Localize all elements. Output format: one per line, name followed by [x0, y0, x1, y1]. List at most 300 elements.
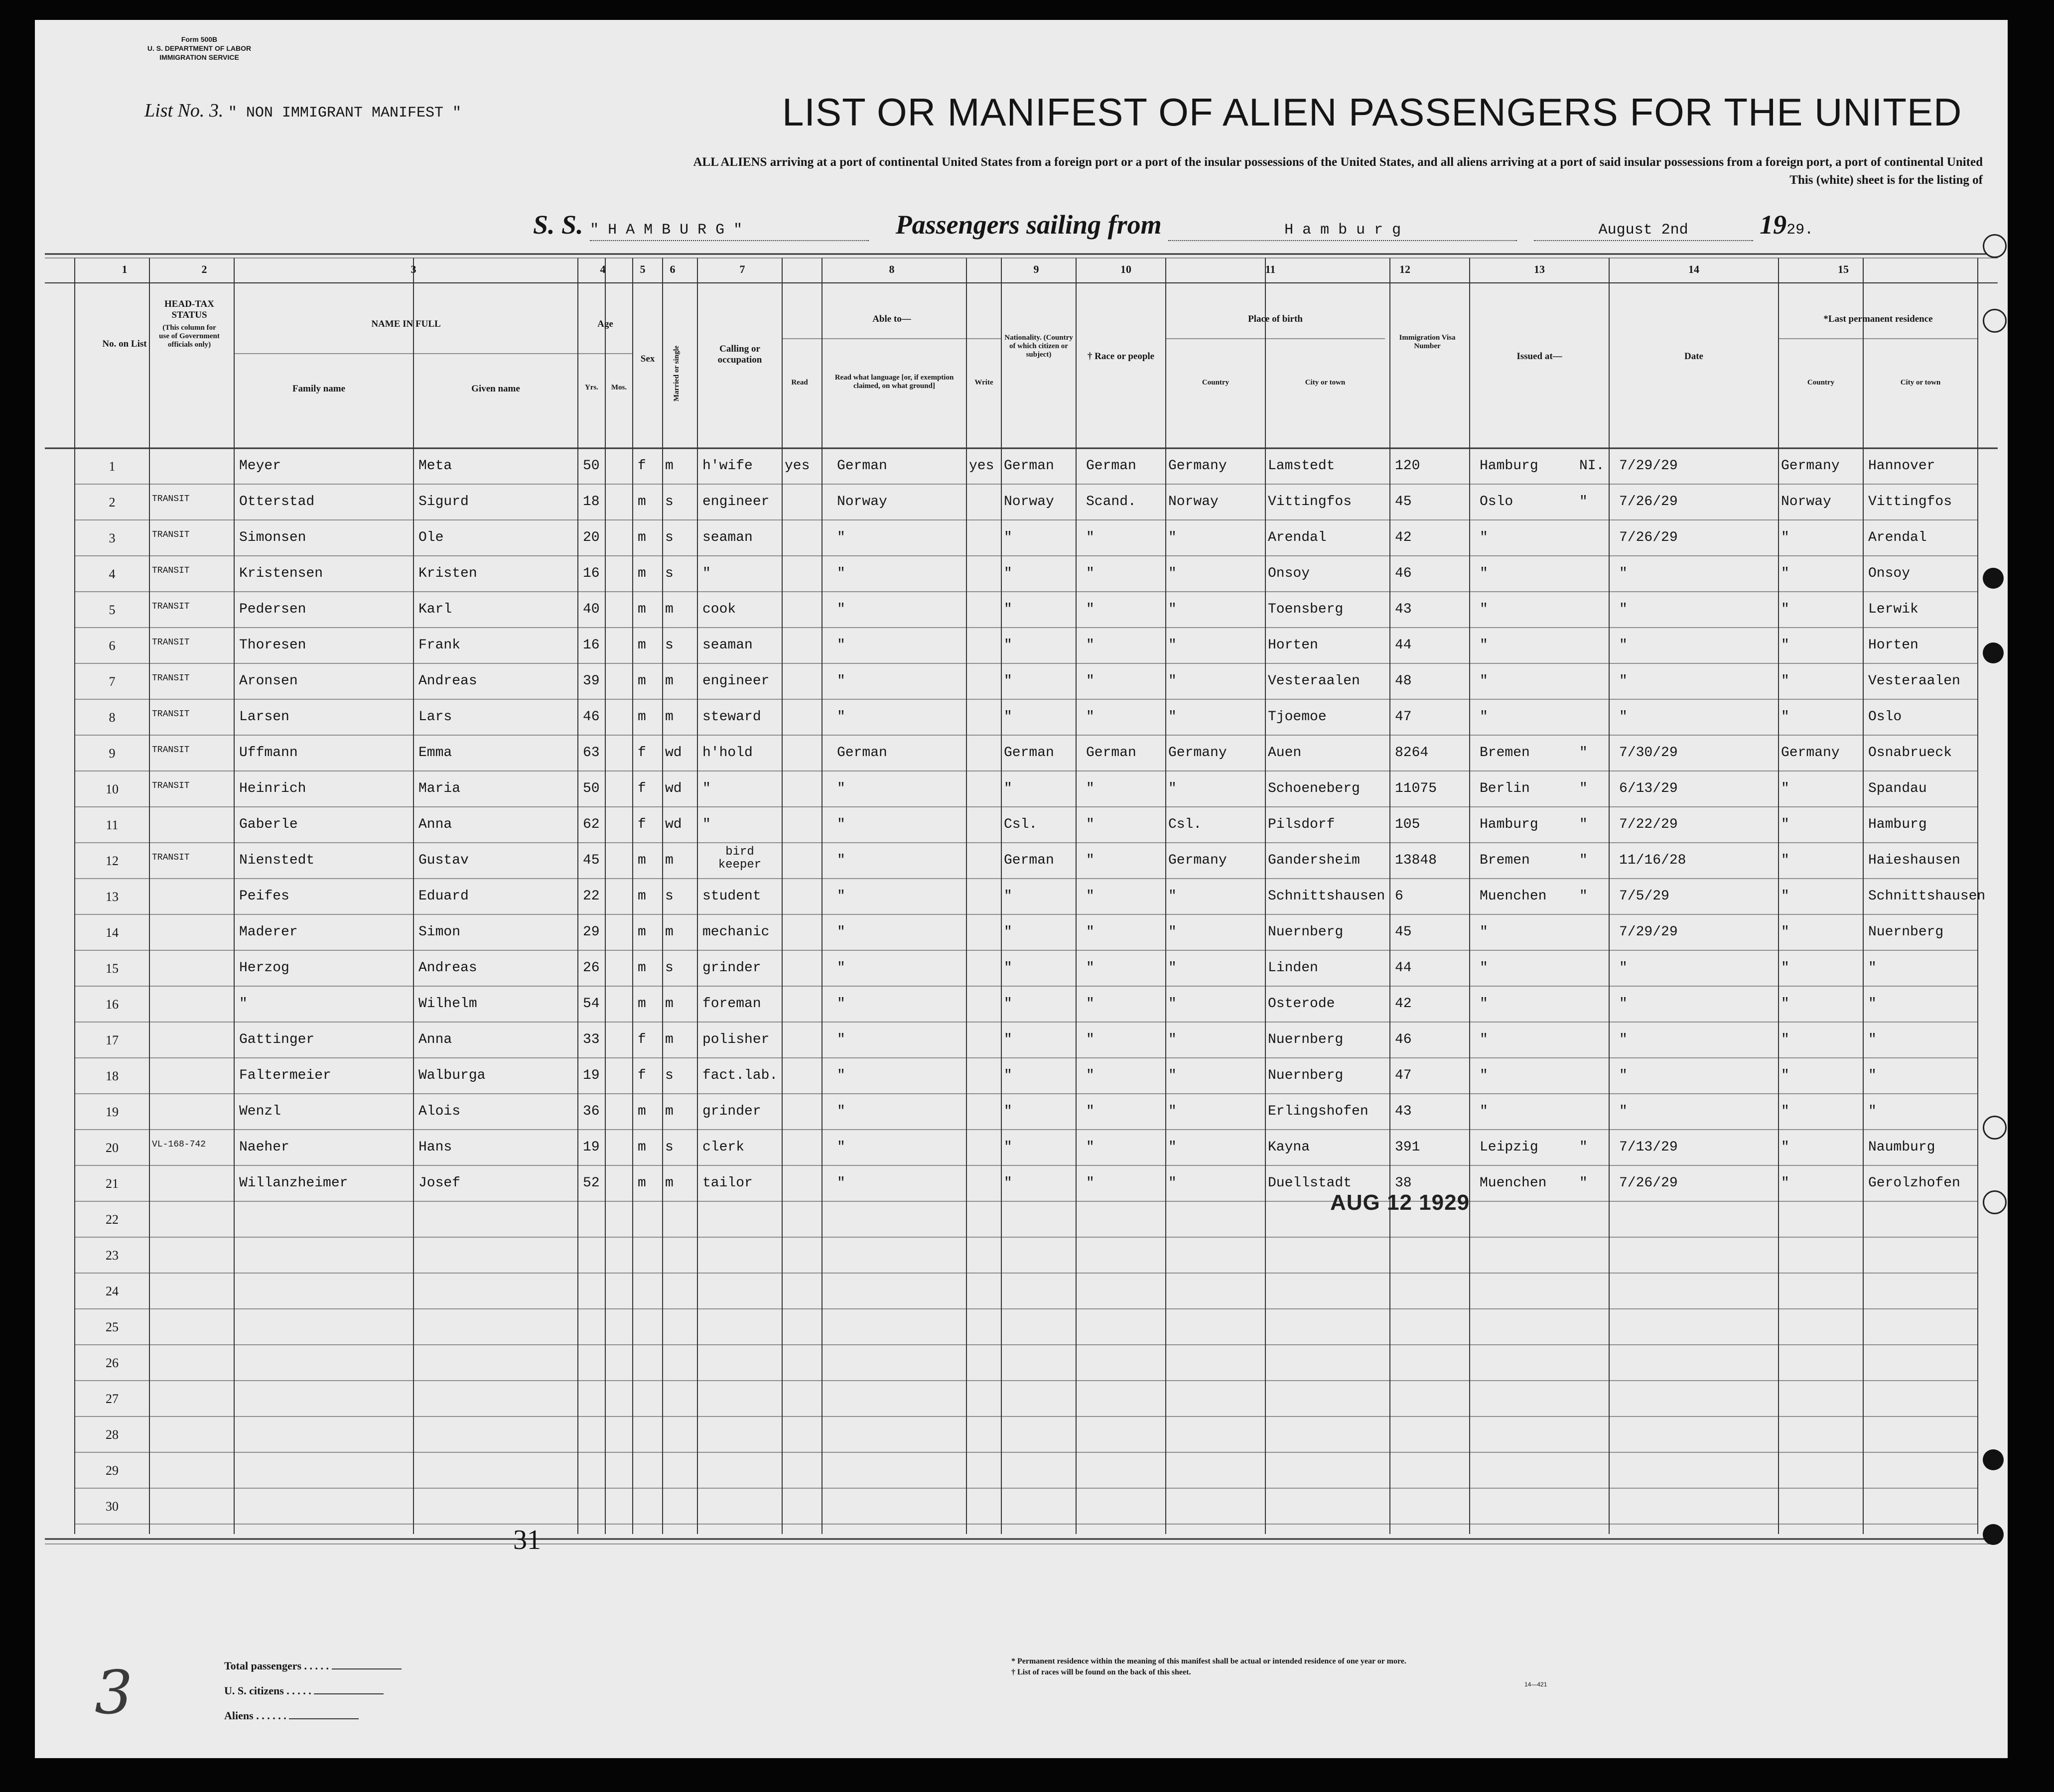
cell-married: wd — [665, 817, 682, 832]
cell-nationality: " — [1004, 638, 1012, 653]
header-last-residence: *Last permanent residence — [1823, 314, 1933, 324]
cell-res-country: " — [1781, 1175, 1789, 1191]
cell-married: wd — [665, 745, 682, 761]
cell-family: " — [239, 996, 248, 1012]
cell-married: m — [665, 1032, 674, 1047]
col-number-13: 13 — [1534, 263, 1545, 275]
cell-visa: 13848 — [1395, 853, 1437, 868]
cell-family: Aronsen — [239, 673, 298, 689]
cell-visa: 42 — [1395, 996, 1412, 1012]
cell-visa: 38 — [1395, 1175, 1412, 1191]
cell-married: s — [665, 530, 674, 545]
binder-hole — [1983, 1190, 2007, 1214]
table-row-blank — [35, 1345, 2008, 1381]
table-row — [35, 807, 2008, 843]
row-number: 18 — [106, 1069, 119, 1083]
cell-nationality: " — [1004, 781, 1012, 796]
cell-birth-country: " — [1168, 709, 1177, 725]
cell-given: Frank — [418, 638, 461, 653]
cell-nationality: " — [1004, 530, 1012, 545]
cell-language: " — [837, 817, 845, 832]
cell-race: " — [1086, 996, 1095, 1012]
cell-language: German — [837, 745, 887, 761]
cell-given: Sigurd — [418, 494, 469, 510]
service-name: IMMIGRATION SERVICE — [159, 53, 239, 61]
date-stamp: AUG 12 1929 — [1330, 1190, 1470, 1215]
sailing-port: H a m b u r g — [1284, 222, 1401, 239]
cell-visa: 45 — [1395, 494, 1412, 510]
cell-race: " — [1086, 638, 1095, 653]
cell-issued: Berlin — [1480, 781, 1530, 796]
cell-language: " — [837, 1104, 845, 1119]
col-number-7: 7 — [739, 263, 745, 275]
cell-occupation: fact.lab. — [702, 1068, 778, 1083]
footer-notes — [1011, 1656, 1406, 1678]
cell-issued: " — [1480, 566, 1488, 581]
row-number: 9 — [109, 746, 116, 761]
cell-visa: 44 — [1395, 638, 1412, 653]
cell-language: " — [837, 1175, 845, 1191]
header-head-tax-note: (This column for use of Government officials only) — [159, 324, 220, 349]
cell-family: Faltermeier — [239, 1068, 331, 1083]
cell-family: Peifes — [239, 889, 289, 904]
cell-res-city: Naumburg — [1868, 1140, 1935, 1155]
cell-issued-mark: " — [1579, 817, 1588, 832]
cell-visa: 47 — [1395, 709, 1412, 725]
col-number-14: 14 — [1688, 263, 1699, 275]
row-number: 3 — [109, 531, 116, 545]
cell-nationality: Csl. — [1004, 817, 1038, 832]
cell-res-country: Germany — [1781, 745, 1840, 761]
cell-family: Naeher — [239, 1140, 289, 1155]
cell-birth-city: Nuernberg — [1268, 924, 1344, 940]
cell-birth-city: Kayna — [1268, 1140, 1310, 1155]
cell-res-country: " — [1781, 673, 1789, 689]
cell-nationality: German — [1004, 853, 1054, 868]
row-number: 24 — [106, 1284, 119, 1298]
row-number: 15 — [106, 961, 119, 976]
row-number: 5 — [109, 603, 116, 617]
col-number-1: 1 — [122, 263, 128, 275]
cell-res-city: " — [1868, 1032, 1877, 1047]
cell-race: German — [1086, 458, 1136, 474]
header-no-on-list: No. on List — [102, 339, 147, 349]
cell-occupation: foreman — [702, 996, 761, 1012]
cell-age: 50 — [583, 458, 600, 474]
col-number-4: 4 — [600, 263, 606, 275]
cell-birth-country: Germany — [1168, 853, 1227, 868]
cell-issued: " — [1480, 996, 1488, 1012]
manifest-title: LIST OR MANIFEST OF ALIEN PASSENGERS FOR THE UNITED — [782, 90, 1962, 134]
row-number: 4 — [109, 567, 116, 581]
cell-language: " — [837, 602, 845, 617]
col-number-5: 5 — [640, 263, 646, 275]
cell-language: " — [837, 566, 845, 581]
binder-hole — [1983, 1449, 2004, 1470]
cell-given: Lars — [418, 709, 452, 725]
cell-married: m — [665, 996, 674, 1012]
cell-nationality: " — [1004, 960, 1012, 976]
cell-head-tax: TRANSIT — [152, 566, 190, 576]
cell-issued: Muenchen — [1480, 889, 1547, 904]
cell-date: " — [1619, 673, 1628, 689]
cell-issued: Leipzig — [1480, 1140, 1538, 1155]
header-family-name: Family name — [292, 384, 346, 394]
cell-birth-city: Auen — [1268, 745, 1302, 761]
cell-issued: " — [1480, 1104, 1488, 1119]
cell-nationality: " — [1004, 566, 1012, 581]
cell-birth-city: Osterode — [1268, 996, 1335, 1012]
cell-res-city: Spandau — [1868, 781, 1927, 796]
cell-date: " — [1619, 996, 1628, 1012]
header-place-of-birth: Place of birth — [1248, 314, 1303, 324]
cell-family: Nienstedt — [239, 853, 315, 868]
cell-race: " — [1086, 853, 1095, 868]
cell-nationality: " — [1004, 1140, 1012, 1155]
cell-date: " — [1619, 1068, 1628, 1083]
cell-visa: 43 — [1395, 1104, 1412, 1119]
cell-sex: f — [638, 1068, 646, 1083]
cell-nationality: German — [1004, 458, 1054, 474]
cell-family: Pedersen — [239, 602, 306, 617]
cell-issued-mark: " — [1579, 494, 1588, 510]
cell-birth-city: Nuernberg — [1268, 1068, 1344, 1083]
cell-res-country: " — [1781, 889, 1789, 904]
cell-race: " — [1086, 1068, 1095, 1083]
aliens-label: Aliens — [224, 1709, 254, 1722]
cell-language: " — [837, 924, 845, 940]
cell-visa: 105 — [1395, 817, 1420, 832]
table-row — [35, 663, 2008, 699]
cell-write: yes — [969, 458, 994, 474]
table-row — [35, 592, 2008, 628]
cell-given: Walburga — [418, 1068, 486, 1083]
cell-res-country: Germany — [1781, 458, 1840, 474]
cell-nationality: German — [1004, 745, 1054, 761]
col-number-10: 10 — [1120, 263, 1131, 275]
cell-birth-city: Vesteraalen — [1268, 673, 1360, 689]
cell-race: " — [1086, 673, 1095, 689]
cell-birth-city: Schoeneberg — [1268, 781, 1360, 796]
cell-birth-city: Linden — [1268, 960, 1318, 976]
cell-res-country: " — [1781, 709, 1789, 725]
table-row-blank — [35, 1488, 2008, 1524]
cell-occupation: h'wife — [702, 458, 753, 474]
binder-hole — [1983, 1116, 2007, 1140]
cell-res-city: " — [1868, 1068, 1877, 1083]
cell-date: 11/16/28 — [1619, 853, 1686, 868]
row-number: 23 — [106, 1248, 119, 1263]
cell-res-country: " — [1781, 781, 1789, 796]
cell-family: Heinrich — [239, 781, 306, 796]
cell-nationality: " — [1004, 924, 1012, 940]
cell-birth-city: Nuernberg — [1268, 1032, 1344, 1047]
cell-occupation: h'hold — [702, 745, 753, 761]
ss-label: S. S. — [533, 210, 583, 240]
cell-issued-mark: " — [1579, 889, 1588, 904]
total-passengers-label: Total passengers — [224, 1660, 302, 1672]
cell-issued: " — [1480, 1032, 1488, 1047]
cell-res-country: " — [1781, 996, 1789, 1012]
cell-family: Maderer — [239, 924, 298, 940]
cell-date: " — [1619, 566, 1628, 581]
cell-age: 33 — [583, 1032, 600, 1047]
form-number: Form 500B — [181, 35, 218, 43]
cell-date: 7/26/29 — [1619, 530, 1678, 545]
cell-occupation: " — [702, 781, 711, 796]
cell-birth-city: Gandersheim — [1268, 853, 1360, 868]
cell-head-tax: TRANSIT — [152, 494, 190, 504]
cell-issued: " — [1480, 960, 1488, 976]
cell-issued-mark: " — [1579, 853, 1588, 868]
header-race: † Race or people — [1087, 351, 1155, 362]
cell-race: " — [1086, 1032, 1095, 1047]
cell-age: 19 — [583, 1140, 600, 1155]
table-row — [35, 484, 2008, 520]
row-number: 28 — [106, 1427, 119, 1442]
cell-sex: m — [638, 530, 646, 545]
row-number: 27 — [106, 1392, 119, 1406]
cell-birth-country: " — [1168, 889, 1177, 904]
cell-language: " — [837, 889, 845, 904]
cell-date: 7/13/29 — [1619, 1140, 1678, 1155]
cell-race: Scand. — [1086, 494, 1136, 510]
row-number: 19 — [106, 1105, 119, 1119]
cell-visa: 44 — [1395, 960, 1412, 976]
cell-issued: " — [1480, 709, 1488, 725]
ship-name: " H A M B U R G " — [590, 222, 743, 239]
cell-married: m — [665, 673, 674, 689]
cell-issued: Hamburg — [1480, 458, 1538, 474]
cell-birth-city: Duellstadt — [1268, 1175, 1352, 1191]
cell-nationality: " — [1004, 1068, 1012, 1083]
cell-birth-city: Horten — [1268, 638, 1318, 653]
cell-visa: 120 — [1395, 458, 1420, 474]
header-able-to: Able to— — [872, 314, 911, 324]
cell-language: " — [837, 530, 845, 545]
cell-birth-country: " — [1168, 1104, 1177, 1119]
table-row — [35, 950, 2008, 986]
cell-res-city: Oslo — [1868, 709, 1902, 725]
cell-age: 40 — [583, 602, 600, 617]
table-row — [35, 771, 2008, 807]
cell-date: 7/5/29 — [1619, 889, 1669, 904]
cell-sex: m — [638, 1104, 646, 1119]
cell-given: Anna — [418, 817, 452, 832]
year-suffix: 29. — [1786, 222, 1814, 239]
cell-head-tax: TRANSIT — [152, 638, 190, 647]
col-number-2: 2 — [201, 263, 207, 275]
cell-language: " — [837, 853, 845, 868]
binder-hole — [1983, 642, 2004, 663]
table-row — [35, 448, 2008, 484]
list-number: No. 3. — [177, 100, 224, 121]
cell-age: 36 — [583, 1104, 600, 1119]
cell-nationality: " — [1004, 1032, 1012, 1047]
cell-sex: m — [638, 1175, 646, 1191]
table-row — [35, 986, 2008, 1022]
cell-occupation: seaman — [702, 638, 753, 653]
cell-issued: " — [1480, 1068, 1488, 1083]
cell-head-tax: TRANSIT — [152, 530, 190, 540]
cell-married: m — [665, 853, 674, 868]
header-issued-at: Issued at— — [1516, 351, 1562, 362]
cell-occupation: clerk — [702, 1140, 745, 1155]
col-number-15: 15 — [1838, 263, 1849, 275]
cell-occupation: steward — [702, 709, 761, 725]
footer-note-residence: * Permanent residence within the meaning of this manifest shall be actual or intended residence of one year or more. — [1011, 1657, 1406, 1665]
manifest-sheet — [35, 20, 2008, 1758]
cell-language: German — [837, 458, 887, 474]
cell-nationality: " — [1004, 1175, 1012, 1191]
cell-married: s — [665, 494, 674, 510]
cell-married: m — [665, 709, 674, 725]
cell-race: " — [1086, 889, 1095, 904]
cell-race: " — [1086, 709, 1095, 725]
cell-issued: Bremen — [1480, 745, 1530, 761]
cell-issued-mark: " — [1579, 745, 1588, 761]
cell-occupation: " — [702, 566, 711, 581]
cell-occupation: bird keeper — [718, 845, 762, 872]
cell-race: " — [1086, 602, 1095, 617]
cell-language: " — [837, 1032, 845, 1047]
cell-given: Alois — [418, 1104, 461, 1119]
us-citizens-label: U. S. citizens — [224, 1684, 284, 1697]
cell-date: " — [1619, 709, 1628, 725]
cell-res-city: Horten — [1868, 638, 1918, 653]
cell-age: 39 — [583, 673, 600, 689]
sailing-label: Passengers sailing from — [895, 210, 1162, 240]
cell-birth-country: " — [1168, 602, 1177, 617]
cell-family: Otterstad — [239, 494, 315, 510]
row-number: 16 — [106, 997, 119, 1012]
cell-nationality: " — [1004, 1104, 1012, 1119]
cell-issued: Muenchen — [1480, 1175, 1547, 1191]
cell-date: 7/22/29 — [1619, 817, 1678, 832]
cell-sex: m — [638, 673, 646, 689]
cell-res-city: Hannover — [1868, 458, 1935, 474]
cell-married: m — [665, 1175, 674, 1191]
cell-birth-country: " — [1168, 566, 1177, 581]
cell-visa: 43 — [1395, 602, 1412, 617]
cell-age: 26 — [583, 960, 600, 976]
cell-language: " — [837, 709, 845, 725]
cell-res-city: Vittingfos — [1868, 494, 1952, 510]
cell-res-city: Hamburg — [1868, 817, 1927, 832]
cell-visa: 391 — [1395, 1140, 1420, 1155]
cell-language: " — [837, 638, 845, 653]
intro-text — [433, 153, 1983, 189]
form-identifier — [135, 35, 264, 62]
cell-res-city: Schnittshausen — [1868, 889, 1986, 904]
cell-res-city: Haieshausen — [1868, 853, 1960, 868]
row-number: 22 — [106, 1212, 119, 1227]
table-row — [35, 628, 2008, 663]
cell-race: German — [1086, 745, 1136, 761]
cell-race: " — [1086, 1140, 1095, 1155]
cell-occupation: seaman — [702, 530, 753, 545]
cell-married: wd — [665, 781, 682, 796]
cell-birth-country: " — [1168, 1175, 1177, 1191]
cell-occupation: cook — [702, 602, 736, 617]
cell-occupation: grinder — [702, 960, 761, 976]
row-number: 25 — [106, 1320, 119, 1334]
binder-hole — [1983, 1524, 2004, 1545]
cell-date: " — [1619, 960, 1628, 976]
cell-given: Wilhelm — [418, 996, 477, 1012]
cell-nationality: Norway — [1004, 494, 1054, 510]
row-number: 12 — [106, 854, 119, 868]
cell-birth-city: Toensberg — [1268, 602, 1344, 617]
intro-line-1: ALL ALIENS arriving at a port of continental United States from a foreign port or a port of the insular possessions of the United States, and all aliens arriving at a port of said insular possessions from a foreign port, a port of continental United — [693, 155, 1983, 169]
cell-given: Ole — [418, 530, 444, 545]
cell-head-tax: TRANSIT — [152, 602, 190, 612]
cell-birth-city: Lamstedt — [1268, 458, 1335, 474]
table-row — [35, 1058, 2008, 1094]
year-prefix: 19 — [1760, 210, 1787, 240]
list-prefix: List — [144, 100, 173, 121]
cell-res-country: " — [1781, 1140, 1789, 1155]
cell-birth-city: Vittingfos — [1268, 494, 1352, 510]
cell-head-tax: TRANSIT — [152, 853, 190, 863]
header-date: Date — [1684, 351, 1703, 362]
cell-date: " — [1619, 638, 1628, 653]
cell-res-city: Gerolzhofen — [1868, 1175, 1960, 1191]
table-row — [35, 914, 2008, 950]
cell-family: Meyer — [239, 458, 281, 474]
cell-family: Willanzheimer — [239, 1175, 348, 1191]
header-write: Write — [974, 379, 993, 386]
cell-sex: f — [638, 817, 646, 832]
header-nationality: Nationality. (Country of which citizen or subject) — [1004, 334, 1073, 359]
row-number: 20 — [106, 1141, 119, 1155]
col-number-11: 11 — [1265, 263, 1276, 275]
header-calling: Calling or occupation — [717, 344, 762, 365]
cell-given: Simon — [418, 924, 461, 940]
cell-family: Gaberle — [239, 817, 298, 832]
cell-res-city: " — [1868, 996, 1877, 1012]
cell-sex: m — [638, 853, 646, 868]
col-number-9: 9 — [1033, 263, 1039, 275]
cell-birth-city: Pilsdorf — [1268, 817, 1335, 832]
cell-language: " — [837, 1068, 845, 1083]
sailing-date: August 2nd — [1598, 222, 1688, 239]
cell-visa: 11075 — [1395, 781, 1437, 796]
cell-given: Josef — [418, 1175, 461, 1191]
cell-race: " — [1086, 817, 1095, 832]
cell-res-country: Norway — [1781, 494, 1831, 510]
table-row-blank — [35, 1309, 2008, 1345]
col-number-6: 6 — [670, 263, 676, 275]
table-row-blank — [35, 1201, 2008, 1237]
table-row-blank — [35, 1273, 2008, 1309]
cell-date: 7/29/29 — [1619, 458, 1678, 474]
row-number: 14 — [106, 925, 119, 940]
cell-married: s — [665, 960, 674, 976]
row-number: 13 — [106, 890, 119, 904]
cell-occupation: student — [702, 889, 761, 904]
header-read: Read — [791, 379, 808, 386]
cell-age: 54 — [583, 996, 600, 1012]
cell-issued-mark: " — [1579, 1175, 1588, 1191]
header-age-months: Mos. — [611, 384, 627, 391]
cell-issued: Bremen — [1480, 853, 1530, 868]
cell-res-city: Arendal — [1868, 530, 1927, 545]
cell-occupation: grinder — [702, 1104, 761, 1119]
cell-given: Maria — [418, 781, 461, 796]
cell-sex: f — [638, 781, 646, 796]
cell-age: 52 — [583, 1175, 600, 1191]
